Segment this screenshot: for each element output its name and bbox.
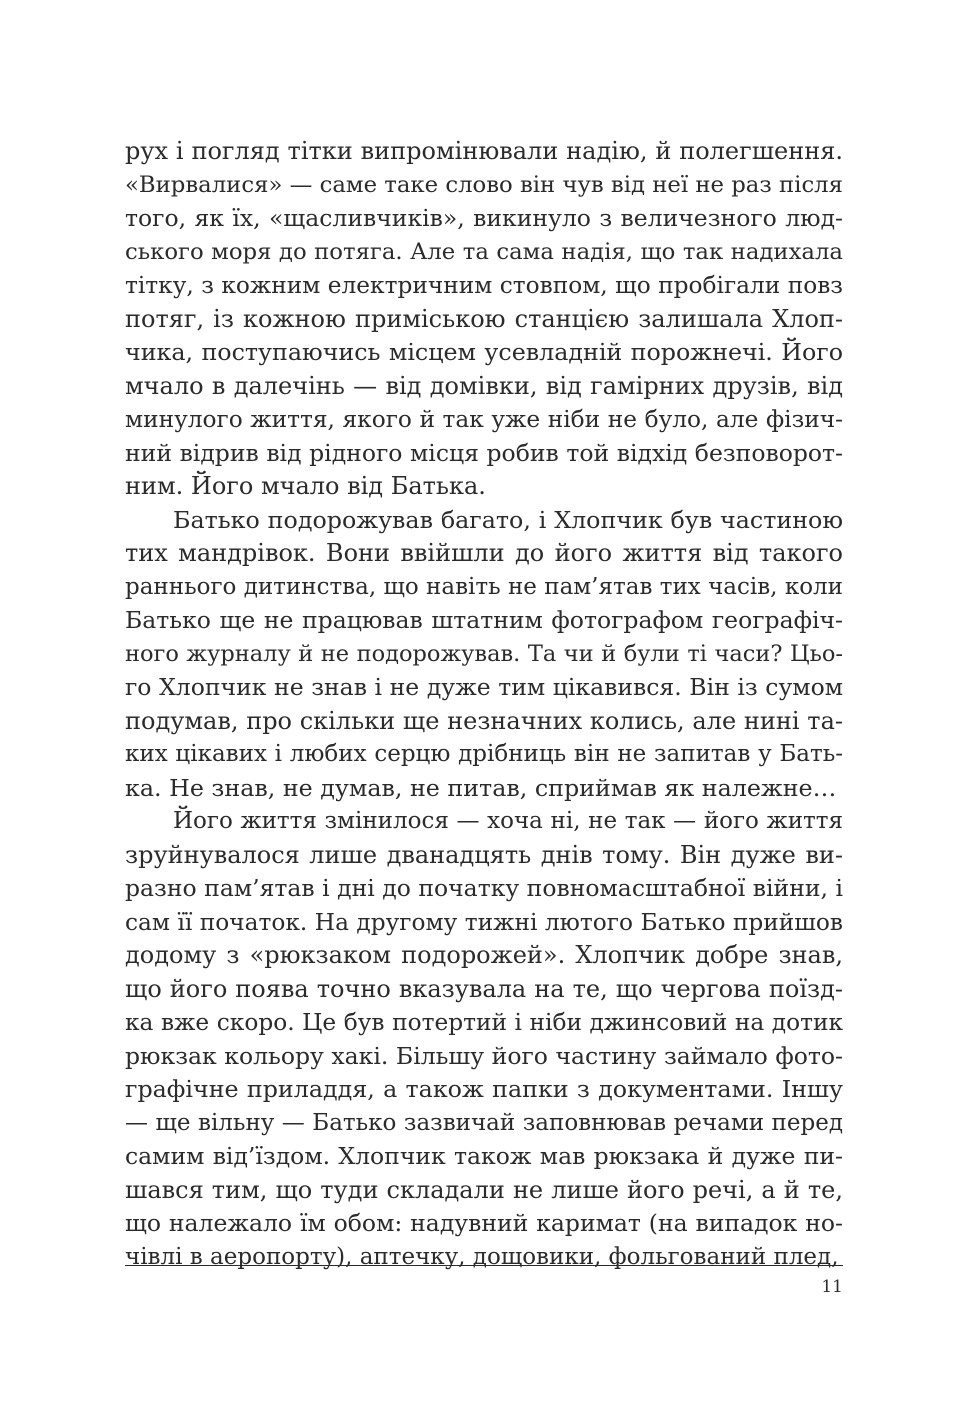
text-line: Батько подорожував багато, і Хлопчик був частиною xyxy=(173,505,843,534)
text-line: що його поява точно вказувала на те, що чергова поїзд- xyxy=(125,974,843,1003)
text-line: потяг, із кожною приміською станцією залишала Хлоп- xyxy=(125,304,843,333)
text-line: рюкзак кольору хакі. Більшу його частину займало фото- xyxy=(125,1041,843,1070)
text-line: разно пам’ятав і дні до початку повномасштабної війни, і xyxy=(125,874,843,902)
footer-rule xyxy=(125,1265,843,1266)
text-line: ка. Не знав, не думав, не питав, сприймав як належне… xyxy=(125,773,837,802)
body-text xyxy=(125,135,843,1274)
text-line: того, як їх, «щасливчиків», викинуло з величезного люд- xyxy=(125,204,843,232)
text-line: що належало їм обом: надувний каримат (на випадок но- xyxy=(125,1209,843,1237)
text-line: Батько ще не працював штатним фотографом географіч- xyxy=(125,606,843,634)
text-line: ка вже скоро. Це був потертий і ніби джинсовий на дотик xyxy=(125,1009,843,1036)
text-line: раннього дитинства, що навіть не пам’ятав тих часів, коли xyxy=(125,573,843,600)
text-line: Його життя змінилося — хоча ні, не так — його життя xyxy=(173,808,843,834)
text-line: тих мандрівок. Вони ввійшли до його життя від такого xyxy=(125,539,843,567)
text-line: — ще вільну — Батько зазвичай заповнював речами перед xyxy=(125,1109,843,1136)
text-line: чика, поступаючись місцем усевладній порожнечі. Його xyxy=(125,338,843,366)
text-line: самим від’їздом. Хлопчик також мав рюкзака й дуже пи- xyxy=(125,1142,843,1170)
text-line: минулого життя, якого й так уже ніби не було, але фізич- xyxy=(125,406,843,433)
text-line: рух і погляд тітки випромінювали надію, й полегшення. xyxy=(125,137,843,165)
page-number: 11 xyxy=(821,1277,843,1297)
text-line: мчало в далечінь — від домівки, від гамірних друзів, від xyxy=(125,371,843,400)
text-line: чівлі в аеропорту), аптечку, дощовики, фольгований плед, xyxy=(125,1243,839,1270)
text-line: ним. Його мчало від Батька. xyxy=(125,472,486,500)
text-line: го Хлопчик не знав і не дуже тим цікавився. Він із сумом xyxy=(125,673,843,701)
text-line: шався тим, що туди складали не лише його речі, а й те, xyxy=(125,1175,843,1204)
text-line: ний відрив від рідного місця робив той відхід безповорот- xyxy=(125,438,843,467)
text-line: ких цікавих і любих серцю дрібниць він не запитав у Бать- xyxy=(125,741,843,767)
text-line: подумав, про скільки ще незначних колись, але нині та- xyxy=(125,706,843,735)
text-line: зруйнувалося лише дванадцять днів тому. Він дуже ви- xyxy=(125,840,843,869)
text-line: «Вирвалися» — саме таке слово він чув від неї не раз після xyxy=(125,171,843,198)
text-line: графічне приладдя, а також папки з документами. Іншу xyxy=(125,1075,843,1103)
text-line: тітку, з кожним електричним стовпом, що пробігали повз xyxy=(125,272,843,299)
text-line: сам її початок. На другому тижні лютого Батько прийшов xyxy=(125,908,843,936)
text-line: ного журналу й не подорожував. Та чи й були ті часи? Цьо- xyxy=(125,640,843,667)
text-line: додому з «рюкзаком подорожей». Хлопчик добре знав, xyxy=(125,941,843,969)
text-line: ського моря до потяга. Але та сама надія, що так надихала xyxy=(125,238,843,265)
